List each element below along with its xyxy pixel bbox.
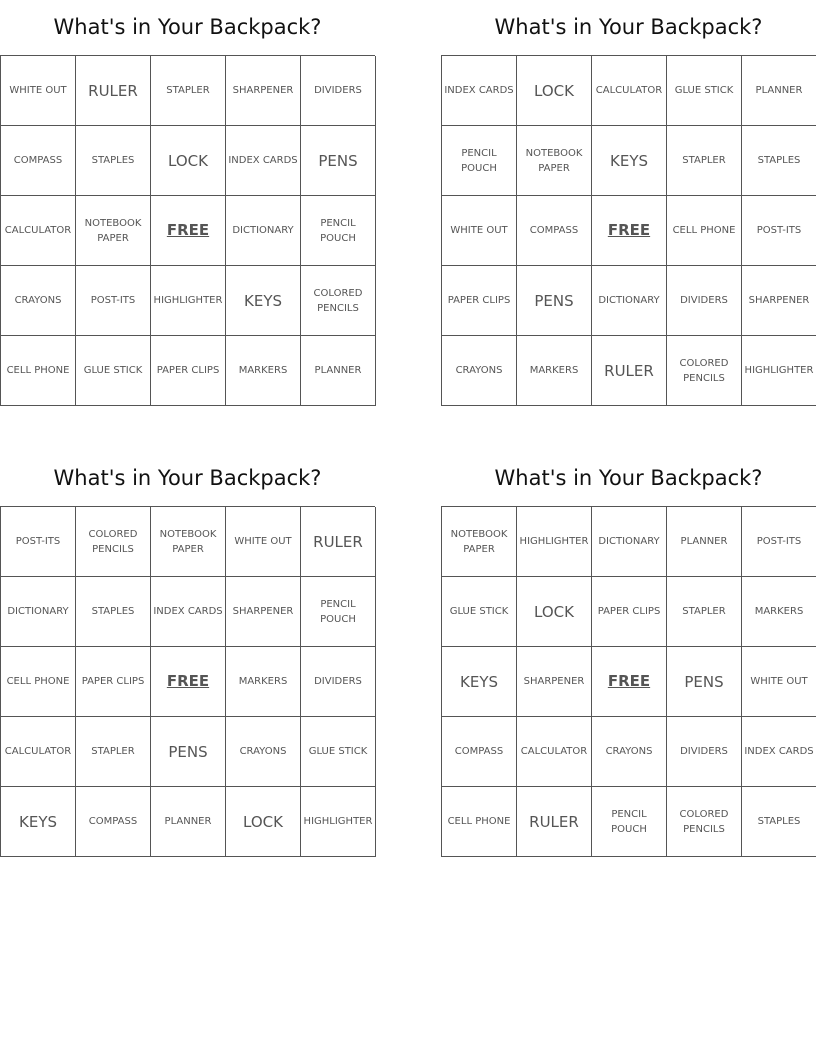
bingo-cell: GLUE STICK (301, 717, 376, 787)
bingo-cell: STAPLER (151, 56, 226, 126)
bingo-cell: SHARPENER (517, 647, 592, 717)
bingo-cell: GLUE STICK (442, 577, 517, 647)
bingo-cell: HIGHLIGHTER (742, 336, 816, 406)
bingo-grid (0, 55, 375, 406)
bingo-cell: PENCIL POUCH (301, 577, 376, 647)
bingo-cell: HIGHLIGHTER (151, 266, 226, 336)
bingo-cell: RULER (592, 336, 667, 406)
bingo-cell: CALCULATOR (517, 717, 592, 787)
bingo-cell: GLUE STICK (667, 56, 742, 126)
bingo-cell: RULER (76, 56, 151, 126)
free-space: FREE (592, 196, 667, 266)
bingo-grid (441, 55, 816, 406)
bingo-card-4 (441, 451, 816, 857)
bingo-cell: CALCULATOR (1, 717, 76, 787)
bingo-cell: CELL PHONE (442, 787, 517, 857)
bingo-cell: DIVIDERS (301, 56, 376, 126)
bingo-cell: PLANNER (742, 56, 816, 126)
bingo-cell: CELL PHONE (1, 647, 76, 717)
card-title: What's in Your Backpack? (494, 466, 763, 490)
bingo-cell: COMPASS (517, 196, 592, 266)
bingo-cell: STAPLES (76, 126, 151, 196)
bingo-cell: PLANNER (151, 787, 226, 857)
bingo-cell: STAPLER (667, 577, 742, 647)
bingo-cell: COMPASS (1, 126, 76, 196)
bingo-cell: HIGHLIGHTER (517, 507, 592, 577)
bingo-cell: STAPLES (742, 787, 816, 857)
bingo-cell: MARKERS (226, 336, 301, 406)
bingo-cell: LOCK (517, 56, 592, 126)
bingo-cell: SHARPENER (742, 266, 816, 336)
bingo-cell: STAPLER (667, 126, 742, 196)
bingo-cell: MARKERS (517, 336, 592, 406)
bingo-card-3 (0, 451, 375, 857)
bingo-cell: PAPER CLIPS (76, 647, 151, 717)
bingo-cell: PENCIL POUCH (442, 126, 517, 196)
bingo-cell: LOCK (151, 126, 226, 196)
bingo-cell: CRAYONS (442, 336, 517, 406)
bingo-cell: NOTEBOOK PAPER (442, 507, 517, 577)
bingo-cell: HIGHLIGHTER (301, 787, 376, 857)
card-title: What's in Your Backpack? (53, 15, 322, 39)
bingo-cell: DICTIONARY (592, 507, 667, 577)
bingo-cell: INDEX CARDS (226, 126, 301, 196)
bingo-cell: GLUE STICK (76, 336, 151, 406)
bingo-cell: WHITE OUT (442, 196, 517, 266)
bingo-cell: PENCIL POUCH (301, 196, 376, 266)
bingo-cell: COMPASS (442, 717, 517, 787)
bingo-cell: DICTIONARY (226, 196, 301, 266)
bingo-cell: COLORED PENCILS (76, 507, 151, 577)
bingo-cell: SHARPENER (226, 56, 301, 126)
bingo-cell: CELL PHONE (667, 196, 742, 266)
bingo-cell: POST-ITS (1, 507, 76, 577)
bingo-cell: DICTIONARY (1, 577, 76, 647)
bingo-grid (0, 506, 375, 857)
bingo-cell: CRAYONS (1, 266, 76, 336)
bingo-cell: PENS (667, 647, 742, 717)
bingo-cell: NOTEBOOK PAPER (517, 126, 592, 196)
bingo-cell: STAPLER (76, 717, 151, 787)
bingo-cell: POST-ITS (742, 196, 816, 266)
free-space: FREE (592, 647, 667, 717)
bingo-cell: CRAYONS (226, 717, 301, 787)
bingo-cell: DIVIDERS (667, 266, 742, 336)
bingo-cell: NOTEBOOK PAPER (76, 196, 151, 266)
bingo-cell: KEYS (592, 126, 667, 196)
bingo-cell: PAPER CLIPS (151, 336, 226, 406)
bingo-cell: COMPASS (76, 787, 151, 857)
bingo-cell: PENS (151, 717, 226, 787)
bingo-cell: DICTIONARY (592, 266, 667, 336)
bingo-cell: KEYS (226, 266, 301, 336)
bingo-cell: WHITE OUT (1, 56, 76, 126)
bingo-grid (441, 506, 816, 857)
card-title: What's in Your Backpack? (53, 466, 322, 490)
bingo-cell: RULER (517, 787, 592, 857)
bingo-cell: CALCULATOR (592, 56, 667, 126)
card-title: What's in Your Backpack? (494, 15, 763, 39)
bingo-cell: RULER (301, 507, 376, 577)
bingo-cell: CALCULATOR (1, 196, 76, 266)
bingo-cell: NOTEBOOK PAPER (151, 507, 226, 577)
bingo-cell: PAPER CLIPS (442, 266, 517, 336)
free-space: FREE (151, 647, 226, 717)
bingo-cell: PENS (517, 266, 592, 336)
bingo-cell: KEYS (1, 787, 76, 857)
bingo-cell: WHITE OUT (226, 507, 301, 577)
bingo-cell: COLORED PENCILS (301, 266, 376, 336)
bingo-cell: PLANNER (301, 336, 376, 406)
bingo-cell: POST-ITS (76, 266, 151, 336)
bingo-cell: WHITE OUT (742, 647, 816, 717)
bingo-cell: PENCIL POUCH (592, 787, 667, 857)
bingo-cell: DIVIDERS (667, 717, 742, 787)
bingo-cell: COLORED PENCILS (667, 336, 742, 406)
bingo-cell: INDEX CARDS (742, 717, 816, 787)
bingo-cell: STAPLES (742, 126, 816, 196)
bingo-cell: COLORED PENCILS (667, 787, 742, 857)
bingo-cell: PAPER CLIPS (592, 577, 667, 647)
bingo-cell: CRAYONS (592, 717, 667, 787)
bingo-cell: CELL PHONE (1, 336, 76, 406)
bingo-cell: MARKERS (226, 647, 301, 717)
bingo-cell: DIVIDERS (301, 647, 376, 717)
bingo-cell: POST-ITS (742, 507, 816, 577)
bingo-card-1 (0, 0, 375, 406)
bingo-cell: PLANNER (667, 507, 742, 577)
free-space: FREE (151, 196, 226, 266)
bingo-cell: INDEX CARDS (151, 577, 226, 647)
bingo-cell: INDEX CARDS (442, 56, 517, 126)
bingo-cell: PENS (301, 126, 376, 196)
bingo-cell: LOCK (226, 787, 301, 857)
bingo-cell: MARKERS (742, 577, 816, 647)
bingo-cell: SHARPENER (226, 577, 301, 647)
bingo-cell: LOCK (517, 577, 592, 647)
bingo-cell: KEYS (442, 647, 517, 717)
bingo-cell: STAPLES (76, 577, 151, 647)
bingo-card-2 (441, 0, 816, 406)
